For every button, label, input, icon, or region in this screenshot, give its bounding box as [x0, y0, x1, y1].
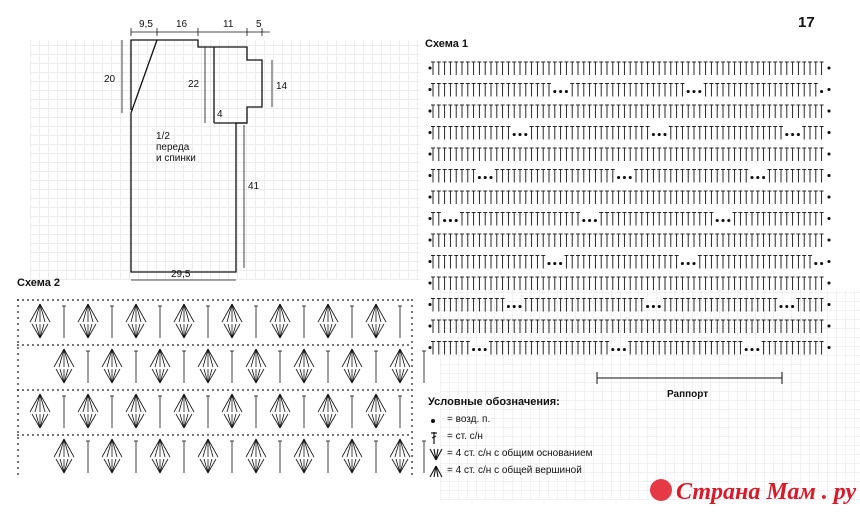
double-crochet-mark — [398, 306, 402, 338]
label-line: переда — [156, 142, 190, 153]
cluster-mark — [102, 439, 122, 473]
double-crochet-mark — [254, 396, 258, 428]
legend-title: Условные обозначения: — [428, 396, 560, 408]
site-watermark — [650, 479, 856, 506]
cluster-mark — [246, 349, 266, 383]
cluster-mark — [342, 349, 362, 383]
double-crochet-mark — [302, 396, 306, 428]
cluster-mark — [294, 439, 314, 473]
cluster-mark — [294, 349, 314, 383]
cluster-mark — [54, 439, 74, 473]
double-crochet-mark — [278, 441, 282, 473]
legend-item-text: = возд. п. — [447, 414, 491, 425]
cluster-mark — [78, 394, 98, 428]
cluster-mark — [198, 439, 218, 473]
double-crochet-mark — [422, 351, 426, 383]
dimension-label: 20 — [104, 74, 116, 85]
double-crochet-mark — [86, 351, 90, 383]
dimension-label: 5 — [256, 19, 262, 30]
legend — [428, 396, 593, 479]
label-line: 1/2 — [156, 131, 170, 142]
cluster-mark — [174, 394, 194, 428]
dimension-label: 4 — [217, 109, 223, 120]
watermark-text: Страна Мам . ру — [676, 479, 857, 505]
double-crochet-mark — [278, 351, 282, 383]
dimension-label: 29,5 — [171, 269, 191, 280]
page-number: 17 — [798, 14, 815, 31]
scheme1-title: Схема 1 — [425, 38, 469, 50]
double-crochet-mark — [110, 396, 114, 428]
double-crochet-mark — [422, 441, 426, 473]
legend-item — [428, 445, 593, 462]
cluster-mark — [318, 394, 338, 428]
double-crochet-mark — [350, 306, 354, 338]
double-crochet-mark — [326, 441, 330, 473]
cluster-mark — [150, 349, 170, 383]
legend-item-text: = ст. с/н — [447, 431, 483, 442]
legend-item-text: = 4 ст. с/н с общей вершиной — [447, 465, 582, 476]
cluster-mark — [390, 349, 410, 383]
cluster-mark — [246, 439, 266, 473]
cluster-mark — [318, 304, 338, 338]
label-line: и спинки — [156, 153, 196, 164]
cluster-mark — [366, 394, 386, 428]
cluster-mark — [390, 439, 410, 473]
site-logo-icon — [650, 479, 672, 501]
cluster-mark — [126, 394, 146, 428]
double-crochet-mark — [230, 351, 234, 383]
double-crochet-mark — [302, 306, 306, 338]
double-crochet-mark — [398, 396, 402, 428]
double-crochet-mark — [374, 351, 378, 383]
double-crochet-mark — [326, 351, 330, 383]
legend-item — [428, 428, 593, 445]
double-crochet-mark — [206, 396, 210, 428]
double-crochet-mark — [62, 306, 66, 338]
double-crochet-mark — [158, 306, 162, 338]
double-crochet-mark — [110, 306, 114, 338]
legend-item — [428, 411, 593, 428]
double-crochet-mark — [62, 396, 66, 428]
scheme2-title: Схема 2 — [17, 277, 61, 289]
double-crochet-mark — [374, 441, 378, 473]
repeat-label: Раппорт — [667, 389, 709, 400]
cluster-mark — [174, 304, 194, 338]
double-crochet-mark — [86, 441, 90, 473]
legend-item-text: = 4 ст. с/н с общим основанием — [447, 448, 593, 459]
dimension-label: 9,5 — [139, 19, 153, 30]
cluster-mark — [126, 304, 146, 338]
double-crochet-icon — [428, 430, 444, 444]
dimension-label: 16 — [176, 19, 188, 30]
cluster-mark — [222, 304, 242, 338]
dimension-label: 22 — [188, 79, 200, 90]
double-crochet-mark — [254, 306, 258, 338]
cluster-mark — [30, 304, 50, 338]
common-base-cluster-icon — [428, 447, 444, 461]
cluster-mark — [222, 394, 242, 428]
cluster-mark — [342, 439, 362, 473]
cluster-mark — [54, 349, 74, 383]
cluster-mark — [78, 304, 98, 338]
double-crochet-mark — [350, 396, 354, 428]
common-top-cluster-icon — [428, 464, 444, 478]
cluster-mark — [270, 394, 290, 428]
double-crochet-mark — [134, 351, 138, 383]
legend-item — [428, 462, 593, 479]
chain-stitch-icon — [428, 413, 444, 427]
double-crochet-mark — [230, 441, 234, 473]
double-crochet-mark — [206, 306, 210, 338]
double-crochet-mark — [182, 441, 186, 473]
double-crochet-mark — [182, 351, 186, 383]
dimension-label: 11 — [223, 19, 234, 30]
cluster-mark — [102, 349, 122, 383]
double-crochet-mark — [134, 441, 138, 473]
dimension-label: 41 — [248, 181, 260, 192]
dimension-label: 14 — [276, 81, 288, 92]
double-crochet-mark — [158, 396, 162, 428]
cluster-mark — [150, 439, 170, 473]
cluster-mark — [366, 304, 386, 338]
cluster-mark — [270, 304, 290, 338]
cluster-mark — [30, 394, 50, 428]
cluster-mark — [198, 349, 218, 383]
